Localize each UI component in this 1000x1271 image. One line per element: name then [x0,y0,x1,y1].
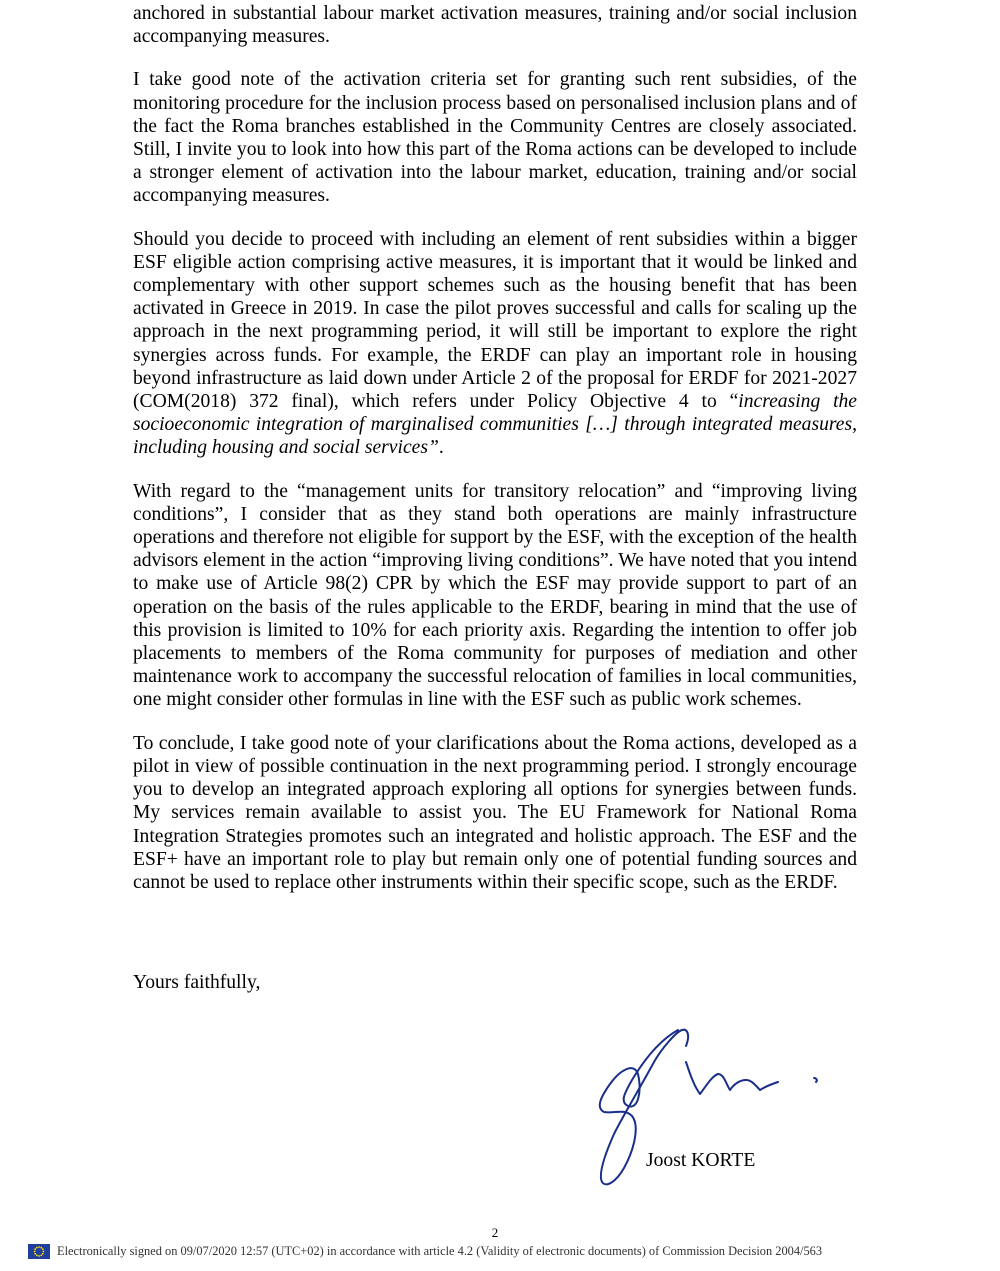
paragraph-4-text: With regard to the “management units for transitory relocation” and “improving living conditions”, I consider that as they stand both operations are mainly infrastructure operations and therefore not eligible for support by the ESF, with the exception of the health advisors element in the action “improving living conditions”. We have noted that you intend to make use of Article 98(2) CPR by which the ESF may provide support to part of an operation on the basis of the rules applicable to the ERDF, bearing in mind that the use of this provision is limited to 10% for each priority axis. Regarding the intention to offer job placements to members of the Roma community for purposes of mediation and other maintenance work to accompany the successful relocation of families in local communities, one might consider other formulas in line with the ESF such as public work schemes. [133,480,857,711]
signature-stroke-2 [686,1062,778,1094]
letter-body [133,2,857,914]
paragraph-2 [133,68,857,207]
footer-text: Electronically signed on 09/07/2020 12:57 (UTC+02) in accordance with article 4.2 (Validity of electronic documents) of Commission Decision 2004/563 [57,1243,823,1258]
paragraph-2-text: I take good note of the activation criteria set for granting such rent subsidies, of the monitoring procedure for the inclusion process based on personalised inclusion plans and of the fact the Roma branches established in the Community Centres are closely associated. Still, I invite you to look into how this part of the Roma actions can be developed to include a stronger element of activation into the labour market, education, training and/or social accompanying measures. [133,69,857,207]
electronic-signature-footer [28,1242,822,1260]
paragraph-1 [133,2,857,48]
page-number: 2 [491,1225,499,1240]
paragraph-4 [133,480,857,712]
paragraph-3 [133,228,857,460]
paragraph-5 [133,732,857,894]
signatory-name: Joost KORTE [646,1150,756,1171]
closing-salutation: Yours faithfully, [133,972,261,993]
paragraph-3-text: Should you decide to proceed with including an element of rent subsidies within a bigger ESF eligible action comprising active measures, it is important that it would be linked and complementary with other support schemes such as the housing benefit that has been activated in Greece in 2019. In case the pilot proves successful and calls for scaling up the approach in the next programming period, it will still be important to explore the right synergies across funds. For example, the ERDF can play an important role in housing beyond infrastructure as laid down under Article 2 of the proposal for ERDF for 2021-2027 (COM(2018) 372 final), which refers under Policy Objective 4 to “ [133,228,857,413]
paragraph-3-end: . [438,437,444,459]
signature-dot [814,1078,817,1082]
paragraph-3-quote: increasing the socioeconomic integration of marginalised communities […] through integrated measures, including housing and social services” [133,391,858,459]
paragraph-5-text: To conclude, I take good note of your clarifications about the Roma actions, developed as a pilot in view of possible continuation in the next programming period. I strongly encourage you to develop an integrated approach exploring all options for synergies between funds. My services remain available to assist you. The EU Framework for National Roma Integration Strategies promotes such an integrated and holistic approach. The ESF and the ESF+ have an important role to play but remain only one of potential funding sources and cannot be used to replace other instruments within their specific scope, such as the ERDF. [133,732,857,893]
eu-flag-icon [28,1244,50,1259]
paragraph-1-text: anchored in substantial labour market activation measures, training and/or social inclusion accompanying measures. [133,3,857,48]
